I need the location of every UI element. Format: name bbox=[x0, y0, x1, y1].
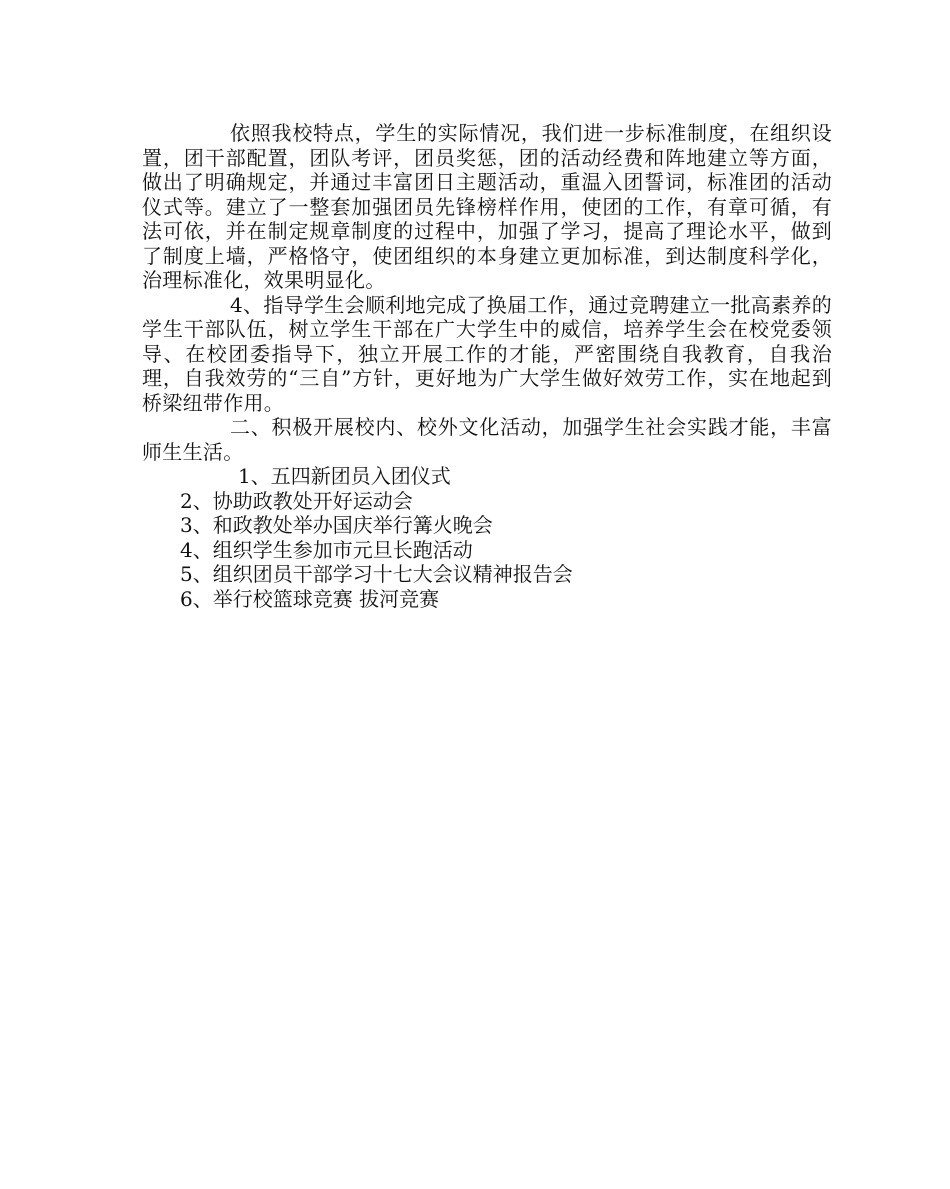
activity-list bbox=[142, 464, 832, 611]
activity-item: 5、组织团员干部学习十七大会议精神报告会 bbox=[180, 562, 573, 586]
activity-item: 2、协助政教处开好运动会 bbox=[180, 488, 413, 513]
paragraph-cultural-activities: 二、积极开展校内、校外文化活动，加强学生社会实践才能，丰富师生生活。 bbox=[142, 415, 832, 464]
paragraph-student-union: 4、指导学生会顺利地完成了换届工作，通过竞聘建立一批高素养的学生干部队伍，树立学生干部在广大学生中的威信，培养学生会在校党委领导、在校团委指导下，独立开展工作的才能，严密围绕自我教育，自我治理，自我效劳的“三自”方针，更好地为广大学生做好效劳工作，实在地起到桥梁纽带作用。 bbox=[142, 292, 832, 415]
activity-item: 4、组织学生参加市元旦长跑活动 bbox=[180, 537, 473, 562]
activity-item: 6、举行校篮球竞赛 拔河竞赛 bbox=[180, 586, 440, 611]
activity-item: 3、和政教处举办国庆举行篝火晚会 bbox=[180, 513, 493, 537]
document-body bbox=[142, 121, 832, 611]
paragraph-regulations: 依照我校特点，学生的实际情况，我们进一步标准制度，在组织设置，团干部配置，团队考评，团员奖惩，团的活动经费和阵地建立等方面，做出了明确规定，并通过丰富团日主题活动，重温入团誓词，标准团的活动仪式等。建立了一整套加强团员先锋榜样作用，使团的工作，有章可循，有法可依，并在制定规章制度的过程中，加强了学习，提高了理论水平，做到了制度上墙，严格恪守，使团组织的本身建立更加标准，到达制度科学化，治理标准化，效果明显化。 bbox=[142, 121, 832, 292]
activity-item: 1、五四新团员入团仪式 bbox=[238, 464, 451, 488]
